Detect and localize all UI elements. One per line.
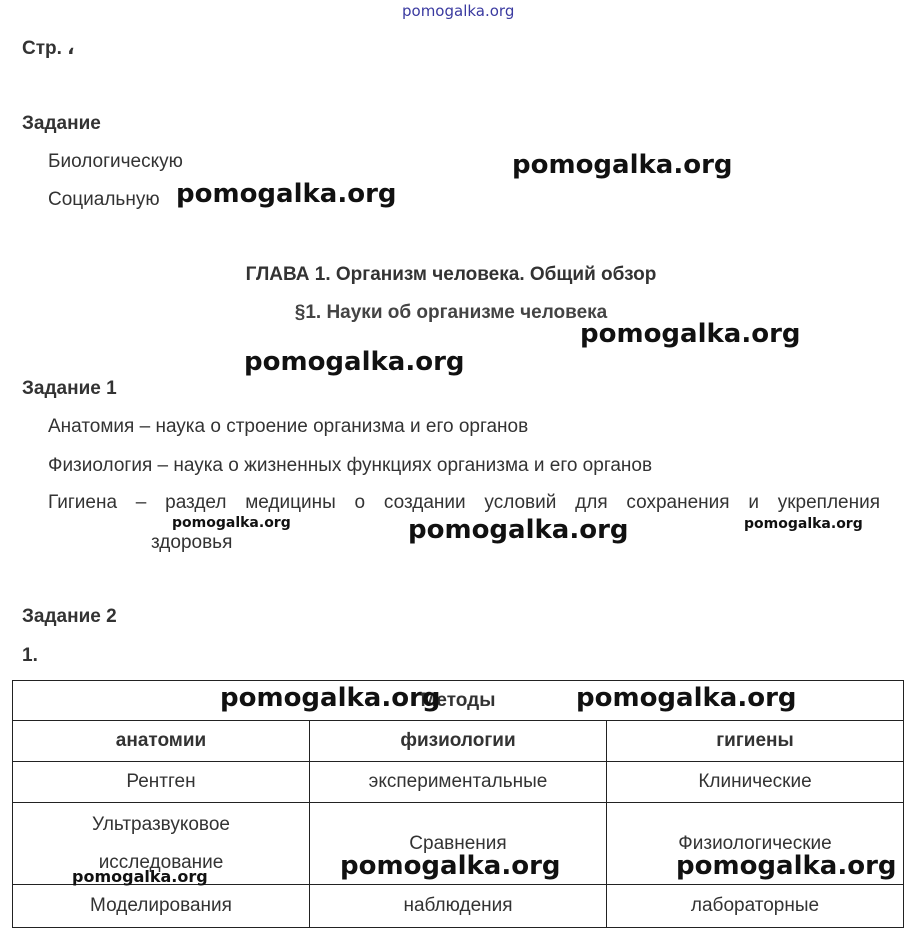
- table-cell: Рентген: [13, 762, 310, 803]
- watermark: pomogalka.org: [340, 851, 561, 881]
- task1-line-physiology: Физиология – наука о жизненных функциях организма и его органов: [48, 455, 653, 476]
- section-title: §1. Науки об организме человека: [294, 302, 608, 323]
- chapter-title: ГЛАВА 1. Организм человека. Общий обзор: [245, 264, 657, 285]
- table-cell: Клинические: [607, 762, 904, 803]
- watermark: pomogalka.org: [408, 515, 629, 545]
- watermark: pomogalka.org: [220, 683, 441, 713]
- header-hygiene: гигиены: [607, 721, 904, 762]
- table-cell: Физиологические: [607, 803, 904, 885]
- intro-answer-2: Социальную: [48, 189, 160, 210]
- table-row: [13, 885, 904, 928]
- intro-answer-1: Биологическую: [48, 151, 183, 172]
- watermark: pomogalka.org: [744, 516, 863, 532]
- watermark: pomogalka.org: [676, 851, 897, 881]
- table-cell: Моделирования: [13, 885, 310, 928]
- watermark: pomogalka.org: [72, 867, 208, 886]
- header-anatomy: анатомии: [13, 721, 310, 762]
- page-reference: Стр. ،: [22, 38, 75, 59]
- table-cell: экспериментальные: [310, 762, 607, 803]
- header-physiology: физиологии: [310, 721, 607, 762]
- methods-table: [12, 680, 904, 928]
- table-row: [13, 762, 904, 803]
- table-cell: лабораторные: [607, 885, 904, 928]
- watermark: pomogalka.org: [172, 515, 291, 531]
- watermark: pomogalka.org: [244, 347, 465, 377]
- watermark-top: pomogalka.org: [402, 2, 515, 20]
- task2-heading: Задание 2: [22, 606, 117, 627]
- task1-heading: Задание 1: [22, 378, 117, 399]
- methods-table-title: Методы: [13, 681, 904, 721]
- watermark: pomogalka.org: [512, 150, 733, 180]
- table-cell-line: исследование: [98, 851, 224, 873]
- task1-line-hygiene: Гигиена – раздел медицины о создании условий для сохранения и укрепления: [48, 492, 880, 513]
- watermark: pomogalka.org: [176, 179, 397, 209]
- table-cell: Сравнения: [310, 803, 607, 885]
- table-cell-line: Ультразвуковое: [92, 813, 230, 835]
- task1-line-health: здоровья: [151, 532, 233, 553]
- intro-task-heading: Задание: [22, 113, 101, 134]
- watermark: pomogalka.org: [580, 319, 801, 349]
- watermark: pomogalka.org: [576, 683, 797, 713]
- table-cell: наблюдения: [310, 885, 607, 928]
- task1-line-anatomy: Анатомия – наука о строение организма и его органов: [48, 416, 529, 437]
- task2-number: 1.: [22, 645, 38, 666]
